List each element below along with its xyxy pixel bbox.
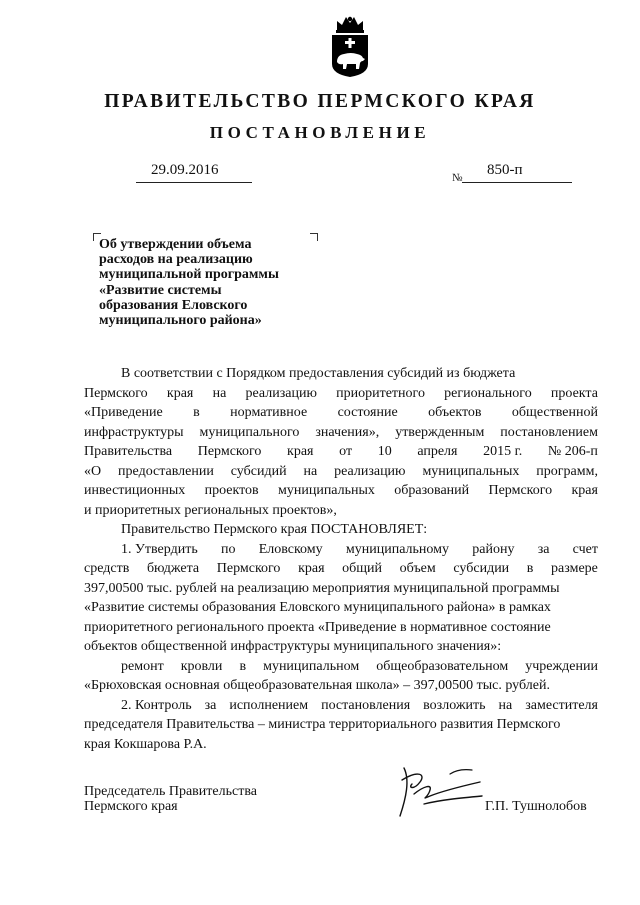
body-word: заместителя [525, 697, 598, 713]
body-word: общий [342, 561, 383, 576]
body-word: 2015 г. [483, 444, 523, 459]
body-word: средств [84, 561, 130, 576]
body-word: по [220, 541, 236, 557]
document-subject [99, 237, 329, 328]
body-word: счет [572, 541, 598, 557]
body-word: постановления [321, 697, 411, 713]
body-word: апреля [417, 444, 458, 459]
signatory-title-line: Председатель Правительства [84, 784, 257, 799]
document-number: 850-п [487, 162, 523, 178]
organization-title: ПРАВИТЕЛЬСТВО ПЕРМСКОГО КРАЯ [104, 91, 536, 112]
body-line: В соответствии с Порядком предоставления субсидий из бюджета [121, 366, 516, 381]
body-word: реализацию [245, 385, 317, 401]
handwritten-signature [390, 760, 490, 822]
body-word: нормативное [230, 405, 308, 420]
body-word: утвержденным [395, 424, 485, 440]
body-word: исполнением [229, 697, 309, 713]
body-word: края [166, 385, 194, 401]
body-word: регионального [444, 385, 532, 401]
document-date: 29.09.2016 [151, 162, 219, 178]
body-word: субсидии [453, 561, 510, 576]
body-word: проектов [204, 483, 259, 498]
subject-line: расходов на реализацию [99, 252, 253, 268]
body-word: 10 [377, 444, 392, 459]
subject-line: муниципальной программы [99, 267, 279, 283]
body-line [84, 696, 598, 716]
body-word: 1. Утвердить [121, 541, 198, 557]
body-word: инфраструктуры [84, 424, 184, 440]
body-word: приоритетного [336, 385, 425, 401]
body-word: за [537, 541, 550, 557]
body-line [84, 657, 598, 677]
body-word: муниципального [199, 424, 300, 440]
body-word: состояние [337, 405, 398, 420]
body-word: от [339, 444, 353, 459]
body-word: Пермского [84, 385, 148, 401]
body-word: реализацию [334, 463, 406, 479]
body-word: возложить [423, 697, 486, 713]
body-word: в [239, 658, 247, 674]
body-word: «Приведение [84, 405, 163, 420]
body-line [84, 540, 598, 560]
body-word: Пермского [488, 483, 553, 498]
resolution-statement: Правительство Пермского края ПОСТАНОВЛЯЕТ: [121, 522, 428, 537]
body-word: общеобразовательном [376, 658, 509, 674]
body-line [84, 403, 598, 423]
body-word: общественной [511, 405, 598, 420]
body-line: края Кокшарова Р.А. [84, 736, 207, 752]
body-line [84, 462, 598, 482]
body-word: программ, [536, 463, 598, 479]
body-line [84, 559, 598, 579]
body-word: на [303, 463, 318, 479]
document-type: ПОСТАНОВЛЕНИЕ [209, 123, 431, 142]
body-word: проекта [550, 385, 598, 401]
body-word: учреждении [525, 658, 598, 674]
body-word: Пермского [197, 444, 262, 459]
body-word: края [287, 444, 314, 459]
body-word: на [212, 385, 227, 401]
body-word: объектов [428, 405, 482, 420]
subject-line: образования Еловского [99, 297, 248, 313]
document-body [84, 364, 598, 754]
body-word: муниципальном [263, 658, 360, 674]
body-word: муниципальных [277, 483, 375, 498]
body-line: председателя Правительства – министра территориального развития Пермского [84, 717, 561, 732]
body-word: постановлением [500, 424, 598, 440]
body-line [84, 384, 598, 404]
body-line [84, 423, 598, 443]
signatory-title-line: Пермского края [84, 799, 178, 814]
body-word: объем [399, 561, 436, 576]
subject-line: Об утверждении объема [99, 237, 252, 252]
perm-krai-coat-of-arms-icon [328, 14, 372, 78]
body-word: кровли [180, 658, 223, 674]
body-word: муниципальных [422, 463, 520, 479]
body-line [84, 481, 598, 501]
body-word: Еловскому [258, 541, 323, 557]
body-word: в [526, 561, 534, 576]
body-word: значения», [315, 424, 380, 440]
signatory-title [84, 784, 257, 814]
body-line: «Развитие системы образования Еловского муниципального района» в рамках [84, 600, 551, 615]
body-word: на [498, 697, 513, 713]
body-word: муниципальному [345, 541, 450, 557]
body-word: ремонт [121, 658, 164, 674]
body-line: 397,00500 тыс. рублей на реализацию мероприятия муниципальной программы [84, 580, 560, 596]
number-underline [462, 182, 572, 183]
body-line: приоритетного регионального проекта «Приведение в нормативное состояние [84, 619, 551, 635]
body-line: и приоритетных региональных проектов», [84, 502, 337, 518]
number-sign: № [452, 172, 463, 184]
body-word: району [472, 541, 515, 557]
body-word: размере [551, 561, 598, 576]
body-word: Пермского [216, 561, 281, 576]
subject-line: «Развитие системы [99, 282, 222, 298]
body-word: в [193, 405, 200, 420]
body-word: края [298, 561, 325, 576]
body-word: образований [394, 483, 470, 498]
date-underline [136, 182, 252, 183]
body-word: 2. Контроль [121, 697, 192, 713]
body-word: субсидий [230, 463, 287, 479]
body-word: за [204, 697, 217, 713]
body-word: бюджета [146, 561, 200, 576]
body-word: № 206-п [547, 444, 598, 459]
body-word: «О [84, 463, 102, 479]
body-line: объектов общественной инфраструктуры муниципального значения»: [84, 639, 502, 654]
body-word: инвестиционных [84, 483, 186, 498]
body-word: предоставлении [118, 463, 214, 479]
body-line [84, 442, 598, 462]
body-word: Правительства [84, 444, 173, 459]
subject-line: муниципального района» [99, 313, 262, 329]
signatory-name: Г.П. Тушнолобов [485, 799, 587, 814]
body-word: края [571, 483, 598, 498]
body-line: «Брюховская основная общеобразовательная школа» – 397,00500 тыс. рублей. [84, 678, 550, 693]
